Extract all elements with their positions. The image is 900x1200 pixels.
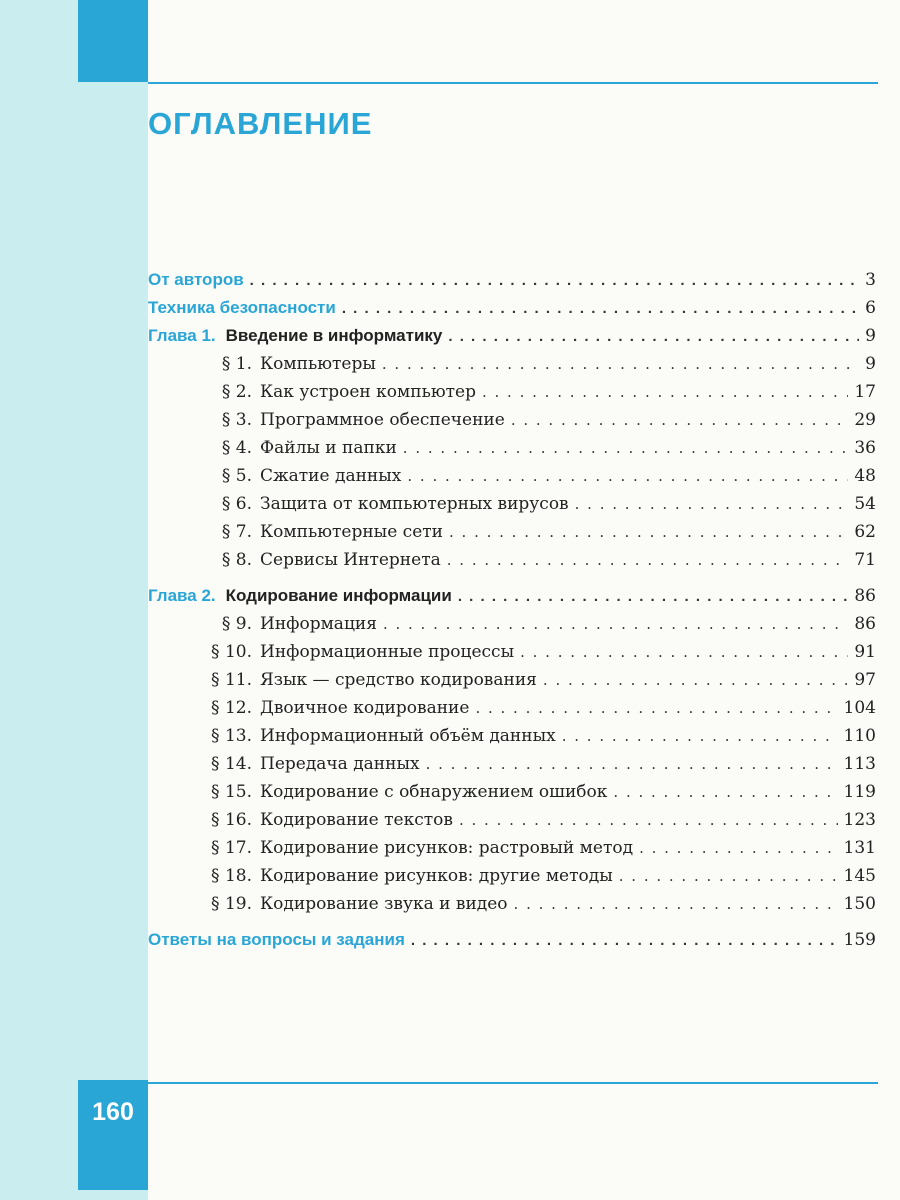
toc-section[interactable] xyxy=(148,698,876,726)
section-number: § 1. xyxy=(221,354,252,374)
section-number: § 12. xyxy=(211,698,252,718)
footer-rule xyxy=(148,1082,878,1084)
page-number: 160 xyxy=(92,1098,134,1126)
toc-section[interactable] xyxy=(148,782,876,810)
section-title: Информационный объём данных xyxy=(260,726,556,746)
section-number: § 4. xyxy=(221,438,252,458)
section-title: Язык — средство кодирования xyxy=(260,670,537,690)
section-number: § 11. xyxy=(211,670,252,690)
leader-dots xyxy=(449,523,848,541)
chapter-page: 9 xyxy=(865,326,876,346)
toc-section[interactable] xyxy=(148,642,876,670)
section-title: Информационные процессы xyxy=(260,642,515,662)
section-page: 91 xyxy=(854,642,876,662)
leader-dots xyxy=(383,615,848,633)
section-page: 119 xyxy=(843,782,876,802)
toc-section[interactable] xyxy=(148,494,876,522)
section-page: 97 xyxy=(854,670,876,690)
leader-dots xyxy=(447,551,849,569)
section-number: § 19. xyxy=(211,894,252,914)
leader-dots xyxy=(459,811,838,829)
section-number: § 5. xyxy=(221,466,252,486)
section-number: § 3. xyxy=(221,410,252,430)
toc-entry-title: Ответы на вопросы и задания xyxy=(148,930,405,949)
section-title: Кодирование рисунков: другие методы xyxy=(260,866,613,886)
toc-section[interactable] xyxy=(148,354,876,382)
toc-entry-page: 6 xyxy=(865,298,876,318)
toc-section[interactable] xyxy=(148,670,876,698)
corner-tab-top xyxy=(78,0,148,82)
toc-section[interactable] xyxy=(148,866,876,894)
leader-dots xyxy=(250,272,860,289)
toc-chapter[interactable] xyxy=(148,586,876,614)
toc-section[interactable] xyxy=(148,438,876,466)
toc-entry-page: 3 xyxy=(865,270,876,290)
leader-dots xyxy=(475,699,837,717)
section-page: 71 xyxy=(854,550,876,570)
toc-entry[interactable] xyxy=(148,270,876,298)
section-page: 131 xyxy=(843,838,876,858)
section-title: Компьютеры xyxy=(260,354,376,374)
section-title: Кодирование рисунков: растровый метод xyxy=(260,838,634,858)
table-of-contents xyxy=(148,270,876,958)
section-number: § 9. xyxy=(221,614,252,634)
leader-dots xyxy=(613,783,837,801)
section-title: Компьютерные сети xyxy=(260,522,443,542)
section-title: Кодирование с обнаружением ошибок xyxy=(260,782,608,802)
section-title: Защита от компьютерных вирусов xyxy=(260,494,569,514)
section-page: 9 xyxy=(865,354,876,374)
leader-dots xyxy=(511,411,849,429)
section-page: 104 xyxy=(843,698,876,718)
section-number: § 7. xyxy=(221,522,252,542)
section-page: 48 xyxy=(854,466,876,486)
leader-dots xyxy=(619,867,838,885)
toc-section[interactable] xyxy=(148,754,876,782)
leader-dots xyxy=(520,643,848,661)
section-number: § 13. xyxy=(211,726,252,746)
leader-dots xyxy=(514,895,838,913)
section-number: § 2. xyxy=(221,382,252,402)
leader-dots xyxy=(426,755,838,773)
chapter-page: 86 xyxy=(854,586,876,606)
toc-entry-page: 159 xyxy=(843,930,876,950)
section-page: 86 xyxy=(854,614,876,634)
section-page: 17 xyxy=(854,382,876,402)
leader-dots xyxy=(575,495,849,513)
chapter-label: Глава 1. xyxy=(148,326,216,345)
page-number-tab xyxy=(78,1080,148,1190)
toc-chapter[interactable] xyxy=(148,326,876,354)
toc-section[interactable] xyxy=(148,810,876,838)
leader-dots xyxy=(562,727,838,745)
section-number: § 14. xyxy=(211,754,252,774)
page-title: ОГЛАВЛЕНИЕ xyxy=(148,106,373,141)
section-number: § 16. xyxy=(211,810,252,830)
section-page: 54 xyxy=(854,494,876,514)
toc-section[interactable] xyxy=(148,614,876,642)
toc-section[interactable] xyxy=(148,726,876,754)
toc-section[interactable] xyxy=(148,522,876,550)
toc-section[interactable] xyxy=(148,410,876,438)
section-title: Кодирование текстов xyxy=(260,810,453,830)
leader-dots xyxy=(382,355,859,373)
section-title: Сжатие данных xyxy=(260,466,402,486)
leader-dots xyxy=(407,467,848,485)
leader-dots xyxy=(403,439,849,457)
section-number: § 15. xyxy=(211,782,252,802)
leader-dots xyxy=(458,588,849,605)
section-number: § 18. xyxy=(211,866,252,886)
toc-section[interactable] xyxy=(148,550,876,578)
toc-entry[interactable] xyxy=(148,298,876,326)
chapter-label: Глава 2. xyxy=(148,586,216,605)
header-rule xyxy=(148,82,878,84)
leader-dots xyxy=(342,300,859,317)
section-page: 110 xyxy=(843,726,876,746)
section-page: 113 xyxy=(843,754,876,774)
toc-section[interactable] xyxy=(148,894,876,922)
section-number: § 8. xyxy=(221,550,252,570)
leader-dots xyxy=(543,671,848,689)
section-page: 62 xyxy=(854,522,876,542)
leader-dots xyxy=(482,383,848,401)
section-title: Кодирование звука и видео xyxy=(260,894,508,914)
section-page: 145 xyxy=(843,866,876,886)
section-page: 150 xyxy=(843,894,876,914)
toc-section[interactable] xyxy=(148,838,876,866)
section-title: Информация xyxy=(260,614,377,634)
section-title: Двоичное кодирование xyxy=(260,698,470,718)
leader-dots xyxy=(639,839,837,857)
section-page: 123 xyxy=(843,810,876,830)
section-number: § 6. xyxy=(221,494,252,514)
left-margin-band xyxy=(0,0,148,1200)
toc-entry-title: Техника безопасности xyxy=(148,298,336,317)
spacer xyxy=(148,578,876,586)
chapter-title: Введение в информатику xyxy=(225,326,443,345)
section-title: Файлы и папки xyxy=(260,438,397,458)
section-title: Сервисы Интернета xyxy=(260,550,441,570)
leader-dots xyxy=(411,932,838,949)
section-page: 36 xyxy=(854,438,876,458)
toc-entry-title: От авторов xyxy=(148,270,244,289)
section-title: Программное обеспечение xyxy=(260,410,505,430)
toc-section[interactable] xyxy=(148,382,876,410)
spacer xyxy=(148,922,876,930)
section-title: Передача данных xyxy=(260,754,420,774)
section-number: § 10. xyxy=(211,642,252,662)
section-number: § 17. xyxy=(211,838,252,858)
leader-dots xyxy=(448,328,859,345)
section-title: Как устроен компьютер xyxy=(260,382,476,402)
toc-entry[interactable] xyxy=(148,930,876,958)
section-page: 29 xyxy=(854,410,876,430)
toc-section[interactable] xyxy=(148,466,876,494)
chapter-title: Кодирование информации xyxy=(225,586,452,605)
